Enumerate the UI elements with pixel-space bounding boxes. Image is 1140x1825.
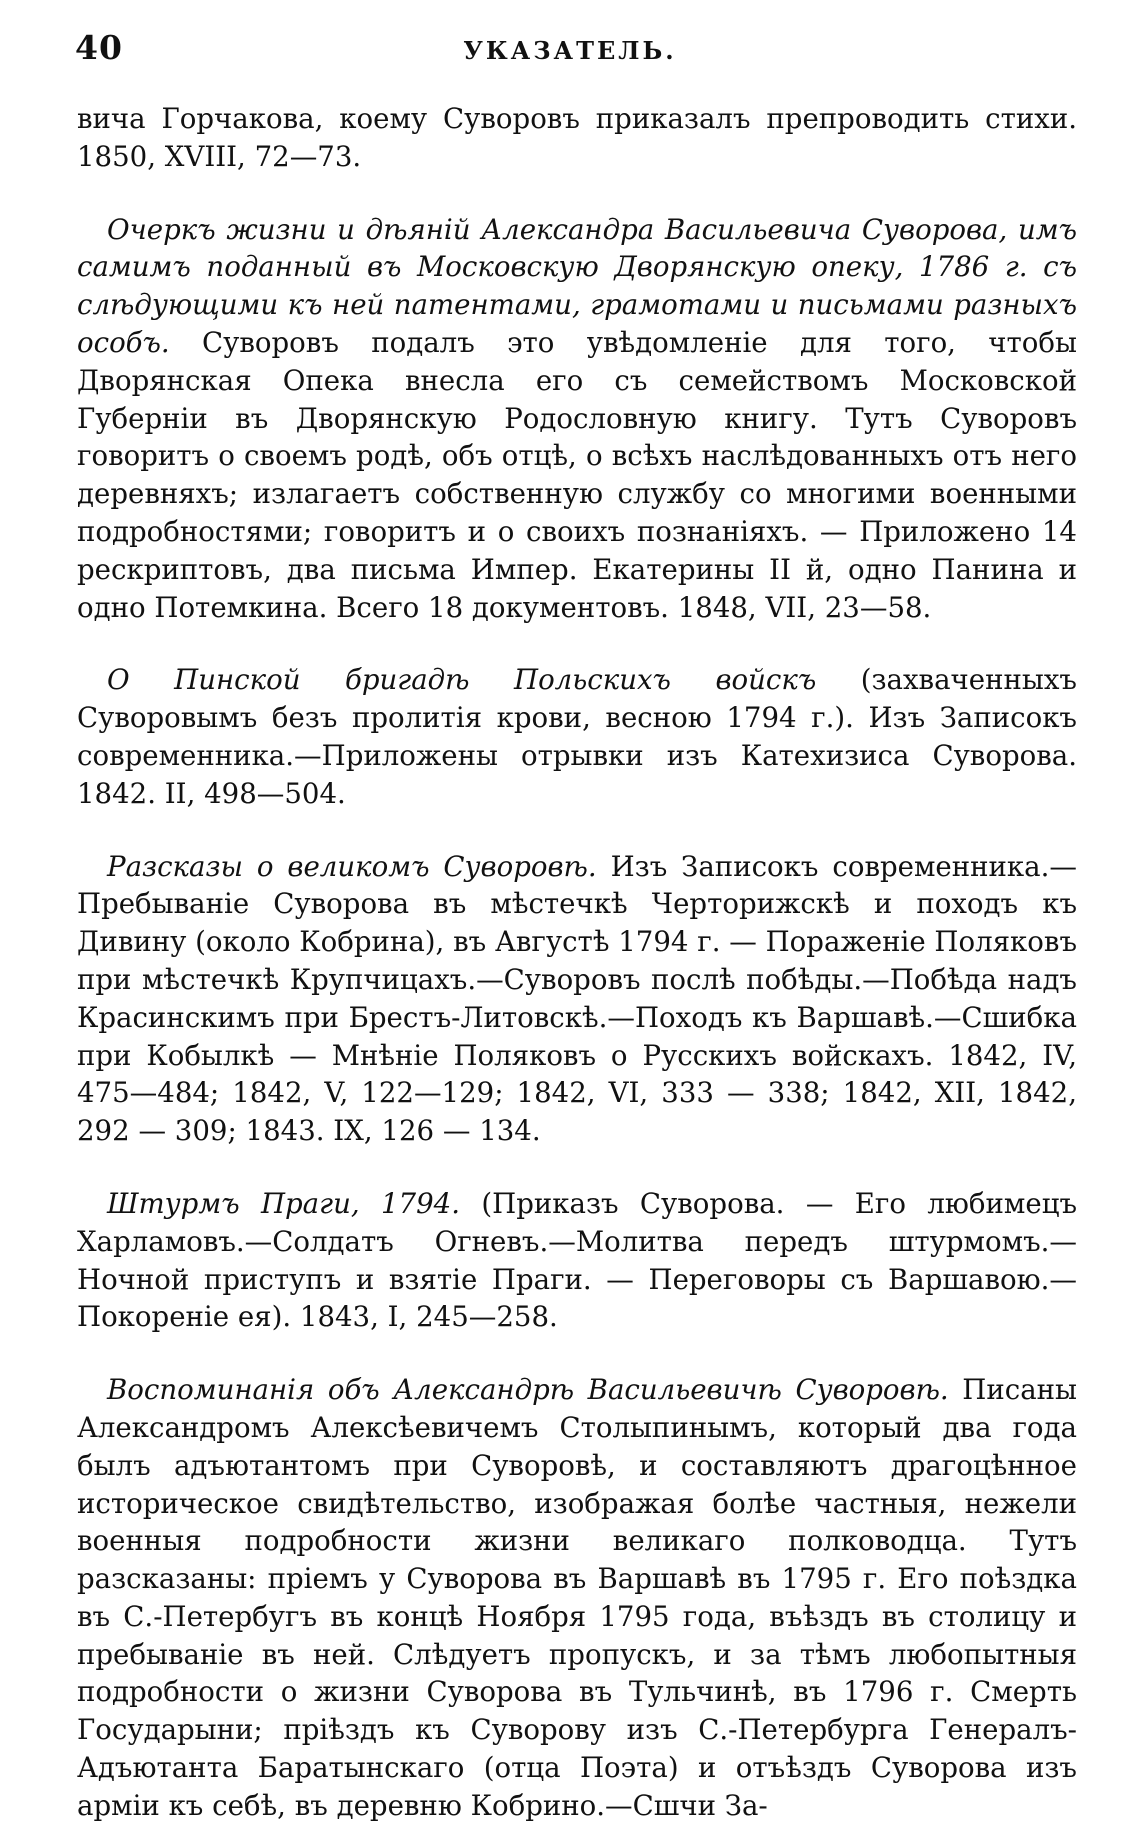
entry-title: О Пинской бригадѣ Польскихъ войскъ: [107, 663, 817, 697]
entry-text: (Приказъ Суворова. — Его любимецъ Харламовъ.—Солдатъ Огневъ.—Молитва передъ штурмомъ.—Ночной приступъ и взятіе Праги. — Переговоры съ Варшавою.—Покореніе ея). 1843, I, 245—258.: [77, 1186, 1077, 1334]
page-header: [0, 28, 1140, 78]
index-entry-continuation: [77, 100, 1077, 176]
entry-title: Воспоминанія объ Александрѣ Васильевичѣ Суворовѣ.: [107, 1373, 949, 1407]
entry-title: Очеркъ жизни и дѣяній Александра Васильевича Суворова, имъ самимъ поданный въ Московскую Дворянскую опеку, 1786 г. съ слѣдующими къ ней патентами, грамотами и письмами разныхъ особъ.: [77, 212, 1077, 359]
entry-text: вича Горчакова, коему Суворовъ приказалъ препроводить стихи. 1850, XVIII, 72—73.: [77, 102, 1077, 173]
entry-text: Изъ Записокъ современника.—Пребываніе Суворова въ мѣстечкѣ Черторижскѣ и походъ къ Дивину (около Кобрина), въ Августѣ 1794 г. — Пораженіе Поляковъ при мѣстечкѣ Крупчицахъ.—Суворовъ послѣ побѣды.—Побѣда надъ Красинскимъ при Брестъ-Литовскѣ.—Походъ къ Варшавѣ.—Сшибка при Кобылкѣ — Мнѣніе Поляковъ о Русскихъ войскахъ. 1842, IV, 475—484; 1842, V, 122—129; 1842, VI, 333 — 338; 1842, XII, 1842, 292 — 309; 1843. IX, 126 — 134.: [77, 849, 1077, 1148]
page-body: [77, 100, 1077, 1825]
index-entry: [77, 211, 1077, 627]
entry-text: Суворовъ подалъ это увѣдомленіе для того, чтобы Дворянская Опека внесла его съ семействомъ Московской Губерніи въ Дворянскую Родословную книгу. Тутъ Суворовъ говоритъ о своемъ родѣ, объ отцѣ, о всѣхъ наслѣдованныхъ отъ него деревняхъ; излагаетъ собственную службу со многими военными подробностями; говоритъ и о своихъ познаніяхъ. — Приложено 14 рескриптовъ, два письма Импер. Екатерины II й, одно Панина и одно Потемкина. Всего 18 документовъ. 1848, VII, 23—58.: [77, 325, 1077, 624]
index-entry: [77, 661, 1077, 812]
running-title: УКАЗАТЕЛЬ.: [463, 36, 677, 65]
entry-text: Писаны Александромъ Алексѣевичемъ Столыпинымъ, который два года былъ адъютантомъ при Суворовѣ, и составляютъ драгоцѣнное историческое свидѣтельство, изображая болѣе частныя, нежели военныя подробности жизни великаго полководца. Тутъ разсказаны: пріемъ у Суворова въ Варшавѣ въ 1795 г. Его поѣздка въ С.-Петербугъ въ концѣ Ноября 1795 года, въѣздъ въ столицу и пребываніе въ ней. Слѣдуетъ пропускъ, и за тѣмъ любопытныя подробности о жизни Суворова въ Тульчинѣ, въ 1796 г. Смерть Государыни; пріѣздъ къ Суворову изъ С.-Петербурга Генералъ-Адъютанта Баратынскаго (отца Поэта) и отъѣздъ Суворова изъ арміи къ себѣ, въ деревню Кобрино.—Сшчи За-: [77, 1373, 1077, 1822]
entry-text: (захваченныхъ Суворовымъ безъ пролитія крови, весною 1794 г.). Изъ Записокъ современника.—Приложены отрывки изъ Катехизиса Суворова. 1842. II, 498—504.: [77, 663, 1077, 810]
index-entry: [77, 848, 1077, 1150]
entry-title: Разсказы о великомъ Суворовѣ.: [107, 849, 597, 883]
entry-title: Штурмъ Праги, 1794.: [107, 1186, 460, 1220]
index-entry: [77, 1371, 1077, 1825]
index-entry: [77, 1185, 1077, 1336]
page-number: 40: [75, 28, 123, 67]
